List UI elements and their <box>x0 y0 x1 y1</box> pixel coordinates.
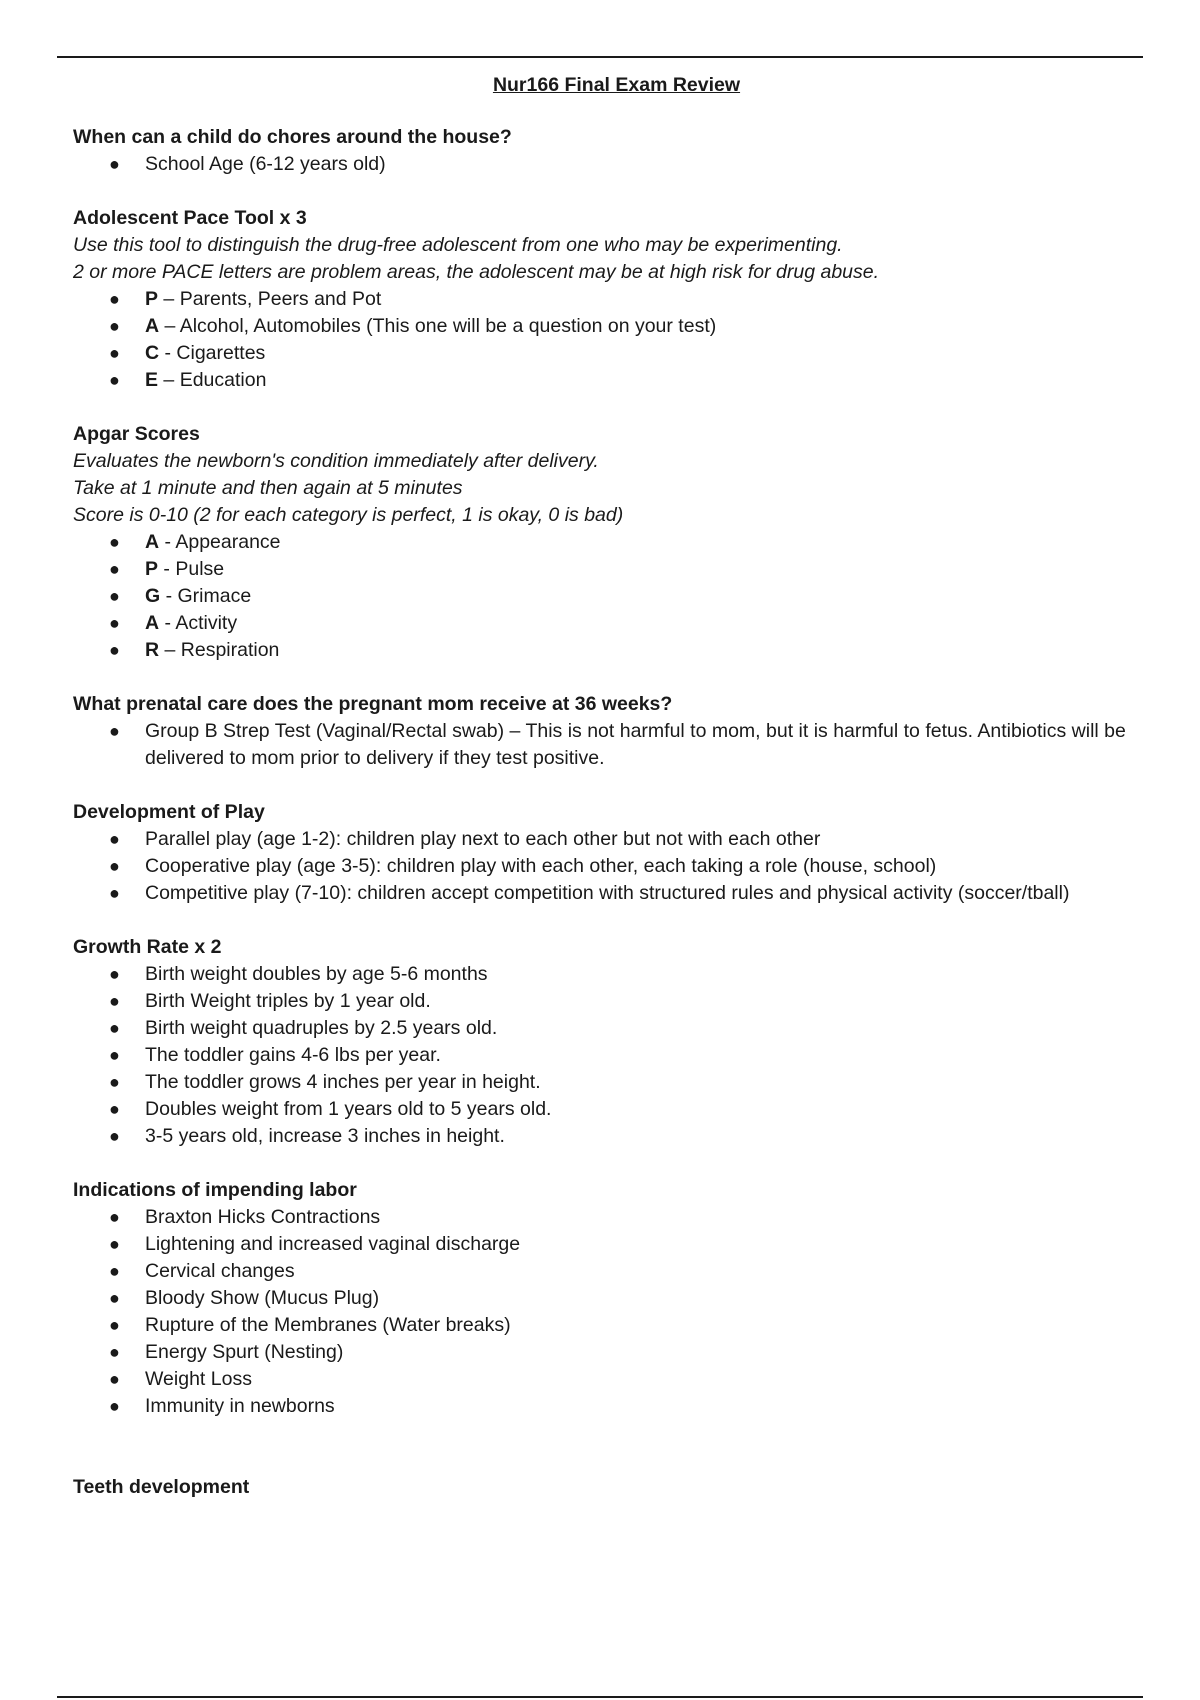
list-item: ● A - Activity <box>73 610 1153 637</box>
bullet-icon: ● <box>109 154 120 174</box>
bullet-list <box>73 1204 1153 1420</box>
bullet-icon: ● <box>109 1126 120 1146</box>
bullet-icon: ● <box>109 1072 120 1092</box>
bullet-list <box>73 961 1153 1150</box>
list-item: ● P - Pulse <box>73 556 1153 583</box>
section-heading: Apgar Scores <box>73 423 200 445</box>
list-item: ● Group B Strep Test (Vaginal/Rectal swab) – This is not harmful to mom, but it is harmful to fetus. Antibiotics will be delivered to mom prior to delivery if they test positive. <box>109 720 1126 769</box>
list-item: ● Lightening and increased vaginal discharge <box>73 1231 1153 1258</box>
list-item: ● Parallel play (age 1-2): children play next to each other but not with each other <box>73 826 1153 853</box>
bullet-icon: ● <box>109 1315 120 1335</box>
bullet-icon: ● <box>109 1234 120 1254</box>
bullet-icon: ● <box>109 1342 120 1362</box>
list-item: ● R – Respiration <box>73 637 1153 664</box>
list-item: ● A - Appearance <box>73 529 1153 556</box>
list-item: ● P – Parents, Peers and Pot <box>73 286 1153 313</box>
bullet-list <box>73 151 1153 178</box>
section-note: Score is 0-10 (2 for each category is perfect, 1 is okay, 0 is bad) <box>73 504 624 526</box>
bullet-icon: ● <box>109 856 120 876</box>
list-item: ● A – Alcohol, Automobiles (This one will be a question on your test) <box>73 313 1153 340</box>
list-item: ● E – Education <box>73 367 1153 394</box>
section-labor-indications <box>73 1177 1153 1420</box>
bullet-list <box>73 826 1153 907</box>
section-apgar <box>73 421 1153 664</box>
bullet-icon: ● <box>109 1018 120 1038</box>
bullet-icon: ● <box>109 586 120 606</box>
bullet-icon: ● <box>109 721 120 741</box>
section-heading: Indications of impending labor <box>73 1179 357 1201</box>
bullet-icon: ● <box>109 640 120 660</box>
section-note: 2 or more PACE letters are problem areas, the adolescent may be at high risk for drug abuse. <box>73 261 880 283</box>
list-item: ● Rupture of the Membranes (Water breaks) <box>73 1312 1153 1339</box>
bullet-icon: ● <box>109 964 120 984</box>
list-item: ● Energy Spurt (Nesting) <box>73 1339 1153 1366</box>
bullet-icon: ● <box>109 1207 120 1227</box>
list-item: ● Birth weight doubles by age 5-6 months <box>73 961 1153 988</box>
list-item: ● Birth weight quadruples by 2.5 years old. <box>73 1015 1153 1042</box>
section-prenatal-care <box>73 691 1153 772</box>
list-item: ● Bloody Show (Mucus Plug) <box>73 1285 1153 1312</box>
section-heading: Adolescent Pace Tool x 3 <box>73 207 307 229</box>
section-note: Use this tool to distinguish the drug-free adolescent from one who may be experimenting. <box>73 234 843 256</box>
bullet-icon: ● <box>109 559 120 579</box>
bullet-icon: ● <box>109 613 120 633</box>
section-note: Evaluates the newborn's condition immediately after delivery. <box>73 450 599 472</box>
bullet-icon: ● <box>109 991 120 1011</box>
list-item: ● 3-5 years old, increase 3 inches in height. <box>73 1123 1153 1150</box>
bullet-list <box>73 286 1153 394</box>
section-heading: Development of Play <box>73 801 265 823</box>
bullet-icon: ● <box>109 1396 120 1416</box>
bullet-icon: ● <box>109 1369 120 1389</box>
list-item: ● School Age (6-12 years old) <box>73 151 1153 178</box>
section-play-development <box>73 799 1153 907</box>
section-growth-rate <box>73 934 1153 1150</box>
list-item: ● C - Cigarettes <box>73 340 1153 367</box>
bullet-icon: ● <box>109 289 120 309</box>
bullet-icon: ● <box>109 1045 120 1065</box>
document-body <box>73 124 1153 1528</box>
bullet-icon: ● <box>109 1288 120 1308</box>
list-item: ● Doubles weight from 1 years old to 5 years old. <box>73 1096 1153 1123</box>
list-item: ● Braxton Hicks Contractions <box>73 1204 1153 1231</box>
list-item: ● Cervical changes <box>73 1258 1153 1285</box>
bottom-rule <box>57 1696 1143 1698</box>
section-heading: When can a child do chores around the house? <box>73 126 512 148</box>
section-teeth-development <box>73 1474 1153 1501</box>
bullet-list <box>73 529 1153 664</box>
list-item: ● The toddler grows 4 inches per year in height. <box>73 1069 1153 1096</box>
top-rule <box>57 56 1143 58</box>
bullet-icon: ● <box>109 883 120 903</box>
list-item: ● Weight Loss <box>73 1366 1153 1393</box>
bullet-list <box>73 718 1153 772</box>
bullet-icon: ● <box>109 1099 120 1119</box>
list-item: ● Competitive play (7-10): children accept competition with structured rules and physical activity (soccer/tball) <box>73 880 1153 907</box>
bullet-icon: ● <box>109 370 120 390</box>
section-heading: What prenatal care does the pregnant mom receive at 36 weeks? <box>73 693 673 715</box>
section-note: Take at 1 minute and then again at 5 minutes <box>73 477 463 499</box>
bullet-icon: ● <box>109 532 120 552</box>
bullet-icon: ● <box>109 1261 120 1281</box>
section-pace-tool <box>73 205 1153 394</box>
page-title: Nur166 Final Exam Review <box>492 74 741 96</box>
list-item: ● The toddler gains 4-6 lbs per year. <box>73 1042 1153 1069</box>
bullet-icon: ● <box>109 343 120 363</box>
list-item: ● Immunity in newborns <box>73 1393 1153 1420</box>
list-item: ● Birth Weight triples by 1 year old. <box>73 988 1153 1015</box>
bullet-icon: ● <box>109 829 120 849</box>
list-item: ● Cooperative play (age 3-5): children play with each other, each taking a role (house, school) <box>73 853 1153 880</box>
section-heading: Growth Rate x 2 <box>73 936 222 958</box>
bullet-icon: ● <box>109 316 120 336</box>
list-item: ● G - Grimace <box>73 583 1153 610</box>
section-chores <box>73 124 1153 178</box>
section-heading: Teeth development <box>73 1476 250 1498</box>
